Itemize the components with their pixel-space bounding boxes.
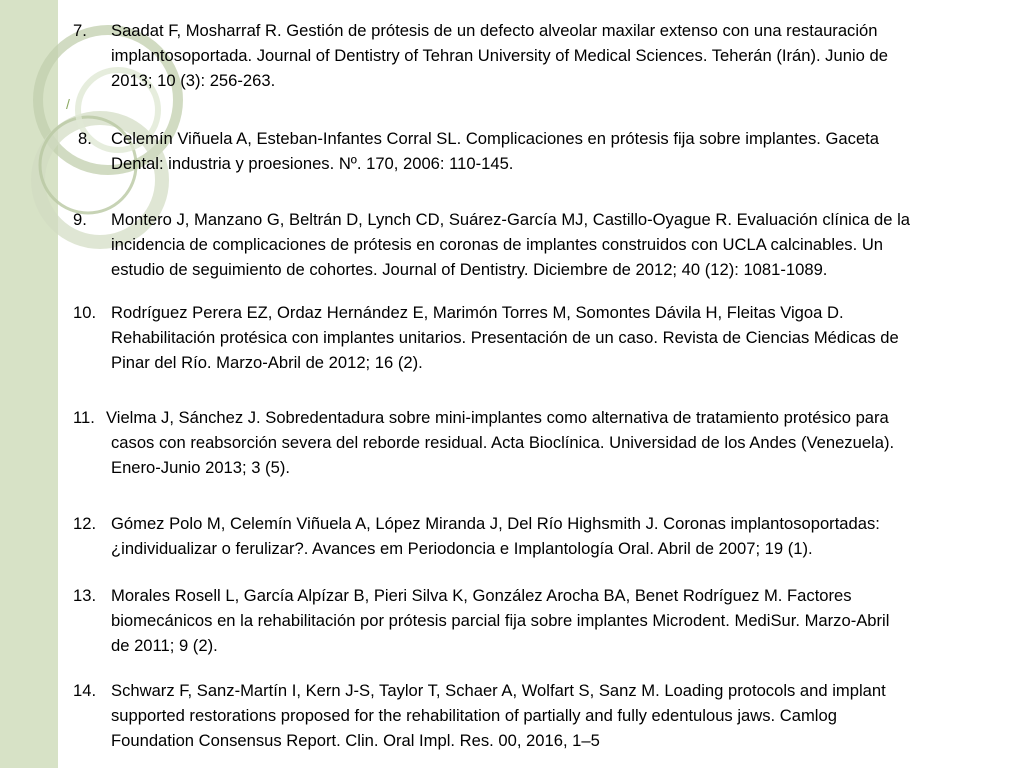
reference-text-line: Pinar del Río. Marzo-Abril de 2012; 16 (2). <box>111 353 423 372</box>
reference-text-line: casos con reabsorción severa del reborde residual. Acta Bioclínica. Universidad de los Andes (Venezuela). <box>111 433 895 452</box>
reference-text-line: Vielma J, Sánchez J. Sobredentadura sobre mini-implantes como alternativa de tratamiento protésico para <box>106 408 889 427</box>
reference-text-line: Montero J, Manzano G, Beltrán D, Lynch CD, Suárez-García MJ, Castillo-Oyague R. Evaluación clínica de la <box>111 210 910 229</box>
slide-marker: / <box>66 96 70 112</box>
reference-text-line: Dental: industria y proesiones. Nº. 170, 2006: 110-145. <box>111 154 514 173</box>
reference-number: 14. <box>73 681 97 700</box>
reference-text-line: Enero-Junio 2013; 3 (5). <box>111 458 290 477</box>
reference-text-line: supported restorations proposed for the rehabilitation of partially and fully edentulous jaws. Camlog <box>111 706 837 725</box>
reference-number: 7. <box>73 21 87 40</box>
reference-text-line: Celemín Viñuela A, Esteban-Infantes Corral SL. Complicaciones en prótesis fija sobre implantes. Gaceta <box>111 129 880 148</box>
reference-text-line: biomecánicos en la rehabilitación por prótesis parcial fija sobre implantes Microdent. MediSur. Marzo-Abril <box>111 611 890 630</box>
reference-number: 8. <box>78 129 92 148</box>
reference-number: 11. <box>73 408 95 427</box>
reference-number: 10. <box>73 303 97 322</box>
reference-text-line: Saadat F, Mosharraf R. Gestión de prótesis de un defecto alveolar maxilar extenso con una restauración <box>111 21 878 40</box>
reference-text-line: Schwarz F, Sanz-Martín I, Kern J-S, Taylor T, Schaer A, Wolfart S, Sanz M. Loading protocols and implant <box>111 681 886 700</box>
reference-text-line: 2013; 10 (3): 256-263. <box>111 71 276 90</box>
reference-text-line: de 2011; 9 (2). <box>111 636 218 655</box>
reference-text-line: Gómez Polo M, Celemín Viñuela A, López Miranda J, Del Río Highsmith J. Coronas implantosoportadas: <box>111 514 880 533</box>
reference-text-line: Rehabilitación protésica con implantes unitarios. Presentación de un caso. Revista de Ciencias Médicas de <box>111 328 899 347</box>
reference-number: 9. <box>73 210 87 229</box>
reference-text-line: incidencia de complicaciones de prótesis en coronas de implantes construidos con UCLA calcinables. Un <box>111 235 884 254</box>
reference-text-line: Rodríguez Perera EZ, Ordaz Hernández E, Marimón Torres M, Somontes Dávila H, Fleitas Vigoa D. <box>111 303 844 322</box>
reference-text-line: Foundation Consensus Report. Clin. Oral Impl. Res. 00, 2016, 1–5 <box>111 731 600 750</box>
reference-number: 13. <box>73 586 97 605</box>
reference-text-line: estudio de seguimiento de cohortes. Journal of Dentistry. Diciembre de 2012; 40 (12): 1081-1089. <box>111 260 828 279</box>
reference-number: 12. <box>73 514 97 533</box>
reference-text-line: ¿individualizar o ferulizar?. Avances em Periodoncia e Implantología Oral. Abril de 2007; 19 (1). <box>111 539 813 558</box>
reference-text-line: Morales Rosell L, García Alpízar B, Pieri Silva K, González Arocha BA, Benet Rodríguez M. Factores <box>111 586 852 605</box>
reference-text-line: implantosoportada. Journal of Dentistry of Tehran University of Medical Sciences. Teherán (Irán). Junio de <box>111 46 888 65</box>
